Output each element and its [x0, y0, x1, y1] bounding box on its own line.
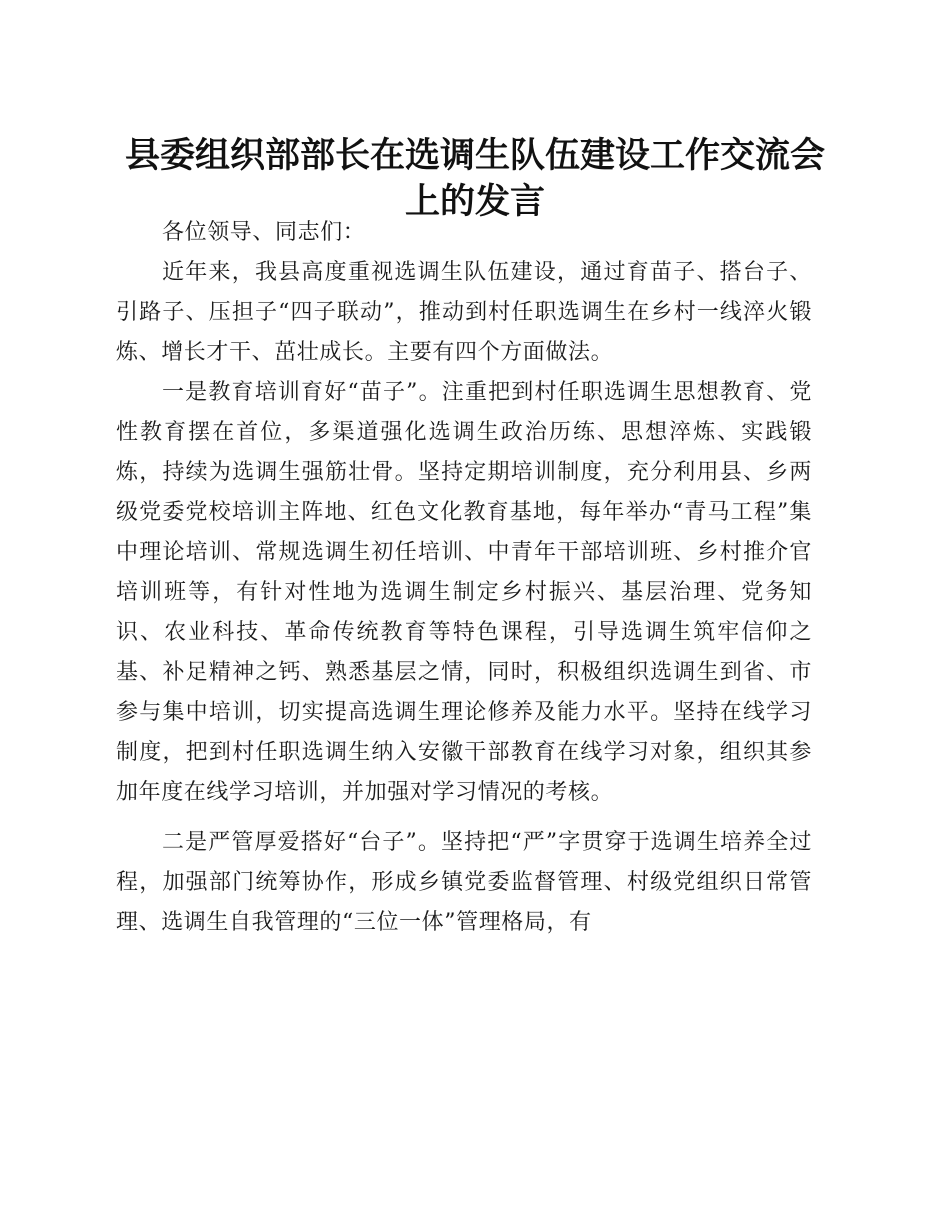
title-line-2: 上的发言: [404, 181, 545, 222]
document-title: [90, 133, 860, 225]
paragraph-point-one: 一是教育培训育好“苗子”。注重把到村任职选调生思想教育、党性教育摆在首位，多渠道强化选调生政治历练、思想淬炼、实践锻炼，持续为选调生强筋壮骨。坚持定期培训制度，充分利用县、乡两级党委党校培训主阵地、红色文化教育基地，每年举办“青马工程”集中理论培训、常规选调生初任培训、中青年干部培训班、乡村推介官培训班等，有针对性地为选调生制定乡村振兴、基层治理、党务知识、农业科技、革命传统教育等特色课程，引导选调生筑牢信仰之基、补足精神之钙、熟悉基层之情，同时，积极组织选调生到省、市参与集中培训，切实提高选调生理论修养及能力水平。坚持在线学习制度，把到村任职选调生纳入安徽干部教育在线学习对象，组织其参加年度在线学习培训，并加强对学习情况的考核。: [116, 380, 812, 805]
paragraph-intro: 近年来，我县高度重视选调生队伍建设，通过育苗子、搭台子、引路子、压担子“四子联动”，推动到村任职选调生在乡村一线淬火锻炼、增长才干、茁壮成长。主要有四个方面做法。: [116, 260, 812, 365]
document-body: [116, 213, 812, 943]
salutation: 各位领导、同志们：: [162, 220, 366, 245]
title-line-1: 县委组织部部长在选调生队伍建设工作交流会: [124, 135, 825, 176]
paragraph-point-two: 二是严管厚爱搭好“台子”。坚持把“严”字贯穿于选调生培养全过程，加强部门统筹协作，形成乡镇党委监督管理、村级党组织日常管理、选调生自我管理的“三位一体”管理格局，有: [116, 830, 812, 935]
